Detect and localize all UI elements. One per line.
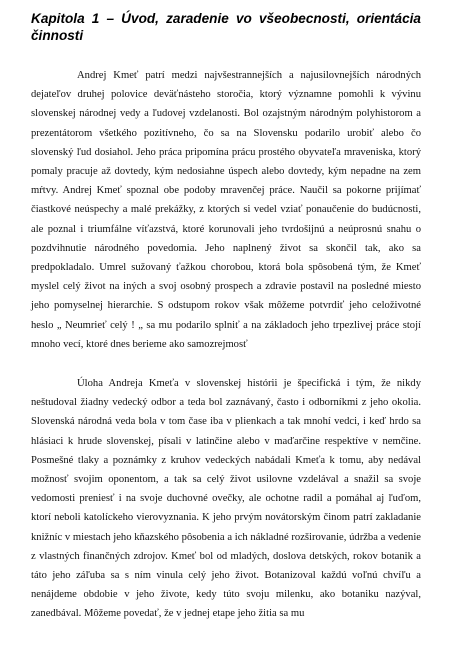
chapter-title: Kapitola 1 – Úvod, zaradenie vo všeobecnosti, orientácia činnosti [31, 11, 421, 43]
paragraph: Andrej Kmeť patrí medzi najvšestrannejších a najusilovnejších národných dejateľov druhej polovice deväťnásteho storočia, ktorý významne pomohli k vývinu slovenskej národnej vedy a ľudovej vzdelanosti. Bol ozajstným národným polyhistorom a prezentátorom všetkého pozitívneho, čo sa na Slovensku podarilo urobiť alebo čo slovenský ľud dosiahol. Jeho práca pripomína prácu prostého obyvateľa mraveniska, ktorý pomaly pracuje až dovtedy, kým nedosiahne úspech alebo dovtedy, kým nepadne na zem mŕtvy. Andrej Kmeť spoznal obe podoby mravenčej práce. Naučil sa pokorne prijímať čiastkové neúspechy a malé prekážky, z ktorých si vedel vziať ponaučenie do budúcnosti, ale poznal i triumfálne víťazstvá, ktoré korunovali jeho tvrdošijnú a neúprosnú snahu o pozdvihnutie národného povedomia. Jeho naplnený život sa skončil tak, ako sa predpokladalo. Umrel sužovaný ťažkou chorobou, ktorá bola spôsobená tým, že Kmeť myslel celý život na iných a svoj osobný prospech a zdravie postavil na posledné miesto jeho pomyselnej hierarchie. S odstupom rokov však môžeme potvrdiť jeho celoživotné heslo „ Neumrieť celý ! „ sa mu podarilo splniť a na základoch jeho trpezlivej práce stojí mnoho vecí, ktoré dnes berieme ako samozrejmosť [31, 70, 421, 350]
paragraph: Úloha Andreja Kmeťa v slovenskej histórii je špecifická i tým, že nikdy neštudoval žiadny vedecký odbor a teda bol zaznávaný, často i odborníkmi z jeho okolia. Slovenská národná veda bola v tom čase iba v plienkach a tak mnohí vedci, i keď hrdo sa hlásiaci k hrude slovenskej, písali v latinčine alebo v maďarčine respektíve v nemčine. Posmešné tlaky a poznámky z kruhov vedeckých nabádali Kmeťa k tomu, aby nedával možnosť svojim oponentom, a tak sa celý život usilovne vzdelával a snažil sa svoje vedomosti preniesť i na svoje duchovné ovečky, ale ochotne radil a pomáhal aj ľuďom, ktorí neboli katolíckeho vierovyznania. K jeho prvým novátorským činom patrí zakladanie knižníc v miestach jeho kňazského pôsobenia a ich nákladné rozširovanie, údržba a vedenie z vlastných finančných zdrojov. Kmeť bol od mladých, doslova detských, rokov botanik a táto jeho záľuba sa s ním vinula celý jeho život. Botanizoval každú voľnú chvíľu a nenájdeme obdobie v jeho živote, kedy túto svoju milenku, ako botaniku nazýval, zanedbával. Môžeme povedať, že v jednej etape jeho žitia sa mu [31, 378, 421, 620]
